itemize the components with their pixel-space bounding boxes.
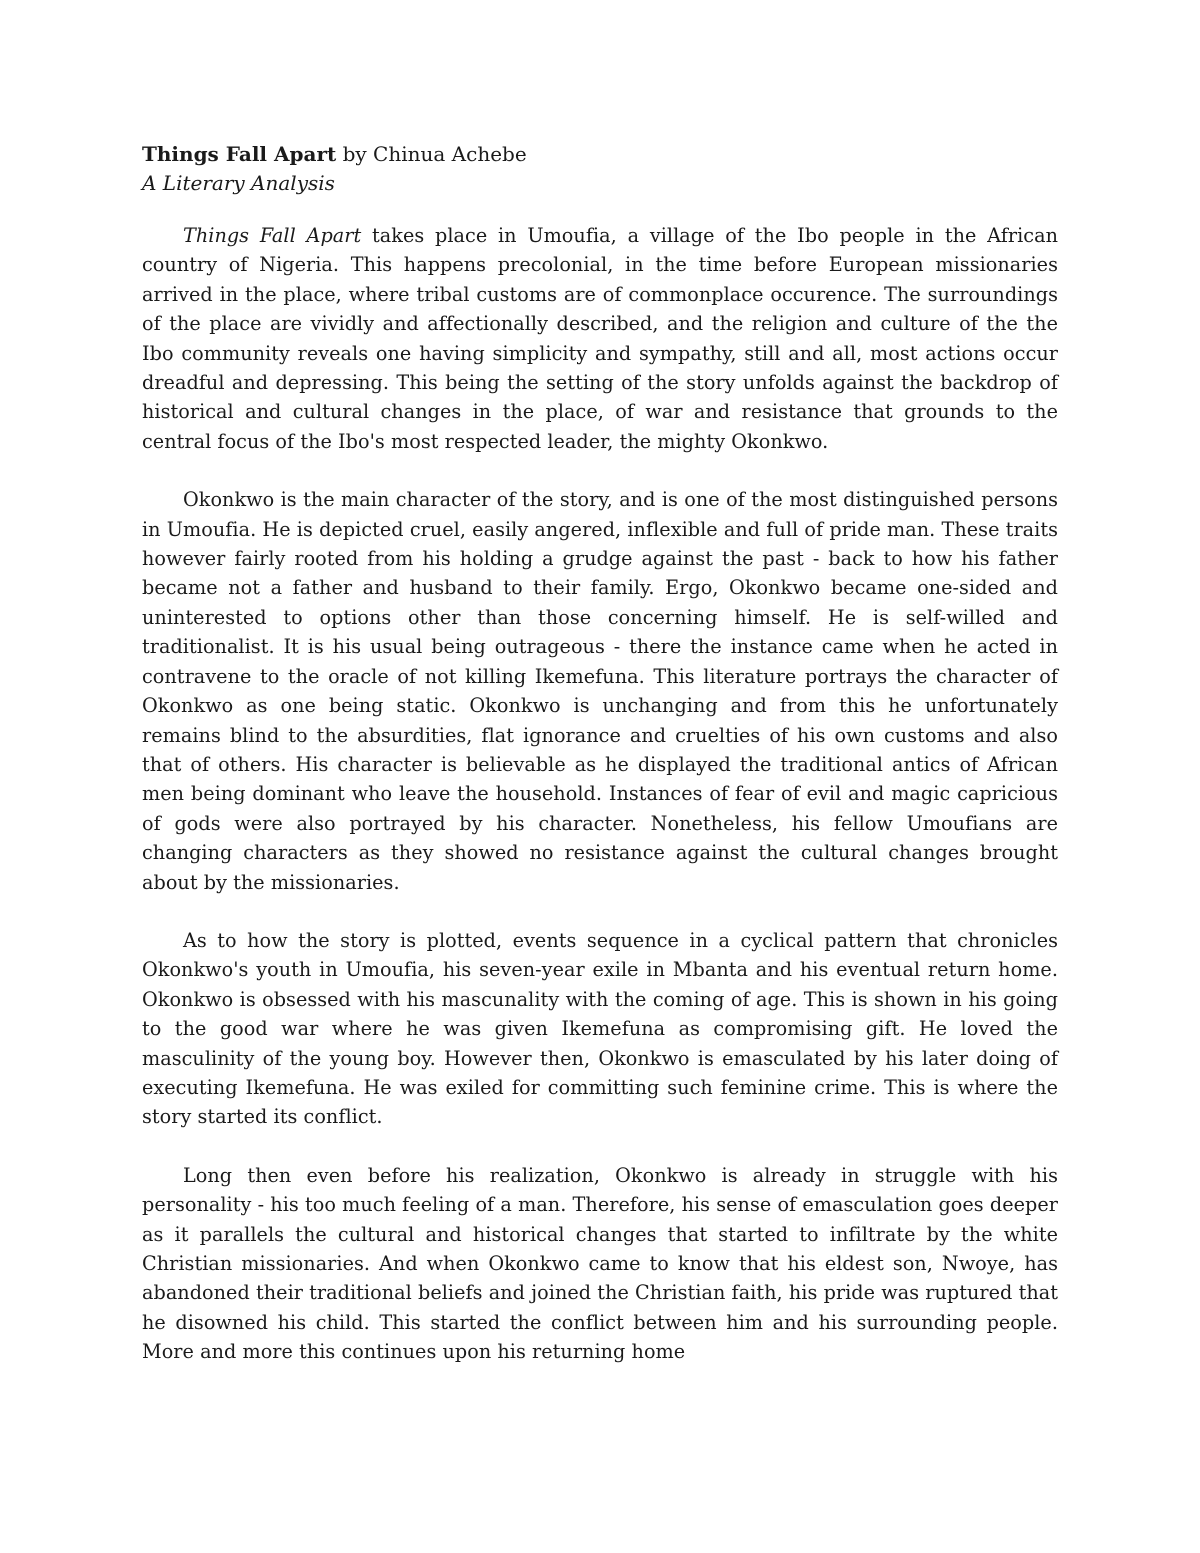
paragraph-lead-italic: Things Fall Apart [183,224,362,247]
book-title: Things Fall Apart [142,142,337,166]
paragraph-plot: As to how the story is plotted, events sequence in a cyclical pattern that chronicles Okonkwo's youth in Umoufia, his seven-year exile in Mbanta and his eventual return home. Okonkwo is obsessed with his mascunality with the coming of age. This is shown in his going to the good war where he was given Ikemefuna as compromising gift. He loved the masculinity of the young boy. However then, Okonkwo is emasculated by his later doing of executing Ikemefuna. He was exiled for committing such feminine crime. This is where the story started its conflict. [142,928,1058,1129]
document-subtitle: A Literary Analysis [142,171,335,195]
document-title-line [142,140,1058,169]
paragraph-character: Okonkwo is the main character of the story, and is one of the most distinguished persons in Umoufia. He is depicted cruel, easily angered, inflexible and full of pride man. These traits however fairly rooted from his holding a grudge against the past - back to how his father became not a father and husband to their family. Ergo, Okonkwo became one-sided and uninterested to options other than those concerning himself. He is self-willed and traditionalist. It is his usual being outrageous - there the instance came when he acted in contravene to the oracle of not killing Ikemefuna. This literature portrays the character of Okonkwo as one being static. Okonkwo is unchanging and from this he unfortunately remains blind to the absurdities, flat ignorance and cruelties of his own customs and also that of others. His character is believable as he displayed the traditional antics of African men being dominant who leave the household. Instances of fear of evil and magic capricious of gods were also portrayed by his character. Nonetheless, his fellow Umoufians are changing characters as they showed no resistance against the cultural changes brought about by the missionaries. [142,488,1058,894]
paragraph-text: takes place in Umoufia, a village of the Ibo people in the African country of Nigeria. This happens precolonial, in the time before European missionaries arrived in the place, where tribal customs are of commonplace occurence. The surroundings of the place are vividly and affectionally described, and the religion and culture of the the Ibo community reveals one having simplicity and sympathy, still and all, most actions occur dreadful and depressing. This being the setting of the story unfolds against the backdrop of historical and cultural changes in the place, of war and resistance that grounds to the central focus of the Ibo's most respected leader, the mighty Okonkwo. [142,224,1058,453]
document-body [142,140,1058,1367]
paragraph-setting [142,221,1058,456]
paragraph-conflict: Long then even before his realization, Okonkwo is already in struggle with his personality - his too much feeling of a man. Therefore, his sense of emasculation goes deeper as it parallels the cultural and historical changes that started to infiltrate by the white Christian missionaries. And when Okonkwo came to know that his eldest son, Nwoye, has abandoned their traditional beliefs and joined the Christian faith, his pride was ruptured that he disowned his child. This started the conflict between him and his surrounding people. More and more this continues upon his returning home [142,1163,1058,1364]
byline: by Chinua Achebe [342,142,527,166]
